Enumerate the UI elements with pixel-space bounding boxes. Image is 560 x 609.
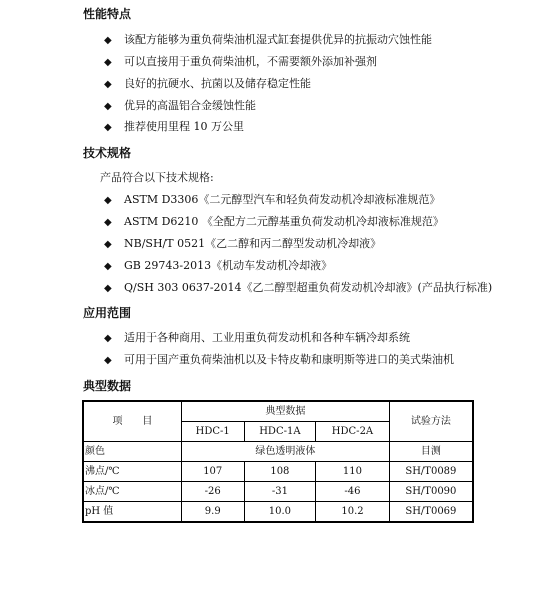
property-name: 沸点/℃ (83, 462, 181, 482)
spec-item: ◆ ASTM D3306《二元醇型汽车和轻负荷发动机冷却液标准规范》 (104, 193, 441, 206)
method-cell: SH/T0069 (389, 502, 473, 523)
value-cell: 108 (244, 462, 316, 482)
value-cell: -31 (244, 482, 316, 502)
feature-item: ◆ 优异的高温铝合金缓蚀性能 (104, 99, 256, 112)
spec-item: ◆ Q/SH 303 0637-2014《乙二醇型超重负荷发动机冷却液》(产品执行标准) (104, 281, 493, 294)
diamond-bullet-icon: ◆ (104, 195, 112, 206)
diamond-bullet-icon: ◆ (104, 35, 112, 46)
feature-item: ◆ 该配方能够为重负荷柴油机湿式缸套提供优异的抗振动穴蚀性能 (104, 33, 432, 46)
table-row (83, 502, 473, 523)
diamond-bullet-icon: ◆ (104, 355, 112, 366)
value-cell: 9.9 (181, 502, 244, 523)
diamond-bullet-icon: ◆ (104, 261, 112, 272)
spec-item: ◆ NB/SH/T 0521《乙二醇和丙二醇型发动机冷却液》 (104, 237, 382, 250)
table-header-row (83, 401, 473, 422)
diamond-bullet-icon: ◆ (104, 101, 112, 112)
value-cell: 110 (316, 462, 390, 482)
diamond-bullet-icon: ◆ (104, 239, 112, 250)
table-row (83, 462, 473, 482)
specs-heading: 技术规格 (83, 146, 132, 160)
product-header: HDC-2A (316, 422, 390, 442)
diamond-bullet-icon: ◆ (104, 122, 112, 133)
product-header: HDC-1A (244, 422, 316, 442)
application-item: ◆ 可用于国产重负荷柴油机以及卡特皮勒和康明斯等进口的美式柴油机 (104, 353, 454, 366)
diamond-bullet-icon: ◆ (104, 79, 112, 90)
value-cell: 107 (181, 462, 244, 482)
features-heading: 性能特点 (83, 7, 132, 21)
method-cell: 目测 (389, 442, 473, 462)
applications-heading: 应用范围 (83, 306, 132, 320)
spec-item: ◆ ASTM D6210 《全配方二元醇基重负荷发动机冷却液标准规范》 (104, 215, 444, 228)
merged-value: 绿色透明液体 (181, 442, 389, 462)
diamond-bullet-icon: ◆ (104, 217, 112, 228)
item-header: 项 目 (83, 401, 181, 442)
typical-data-table (82, 400, 474, 523)
specs-intro: 产品符合以下技术规格: (100, 171, 214, 184)
value-cell: 10.0 (244, 502, 316, 523)
table-row (83, 442, 473, 462)
property-name: 颜色 (83, 442, 181, 462)
property-name: pH 值 (83, 502, 181, 523)
feature-item: ◆ 推荐使用里程 10 万公里 (104, 120, 244, 133)
value-cell: -26 (181, 482, 244, 502)
value-cell: -46 (316, 482, 390, 502)
table-row (83, 482, 473, 502)
method-cell: SH/T0090 (389, 482, 473, 502)
spec-item: ◆ GB 29743-2013《机动车发动机冷却液》 (104, 259, 333, 272)
feature-item: ◆ 良好的抗硬水、抗菌以及储存稳定性能 (104, 77, 311, 90)
value-cell: 10.2 (316, 502, 390, 523)
data-heading: 典型数据 (83, 379, 132, 393)
product-header: HDC-1 (181, 422, 244, 442)
property-name: 冰点/℃ (83, 482, 181, 502)
diamond-bullet-icon: ◆ (104, 283, 112, 294)
diamond-bullet-icon: ◆ (104, 57, 112, 68)
method-cell: SH/T0089 (389, 462, 473, 482)
diamond-bullet-icon: ◆ (104, 333, 112, 344)
feature-item: ◆ 可以直接用于重负荷柴油机，不需要额外添加补强剂 (104, 55, 377, 68)
application-item: ◆ 适用于各种商用、工业用重负荷发动机和各种车辆冷却系统 (104, 331, 410, 344)
test-method-header: 试验方法 (389, 401, 473, 442)
typical-data-header: 典型数据 (181, 401, 389, 422)
